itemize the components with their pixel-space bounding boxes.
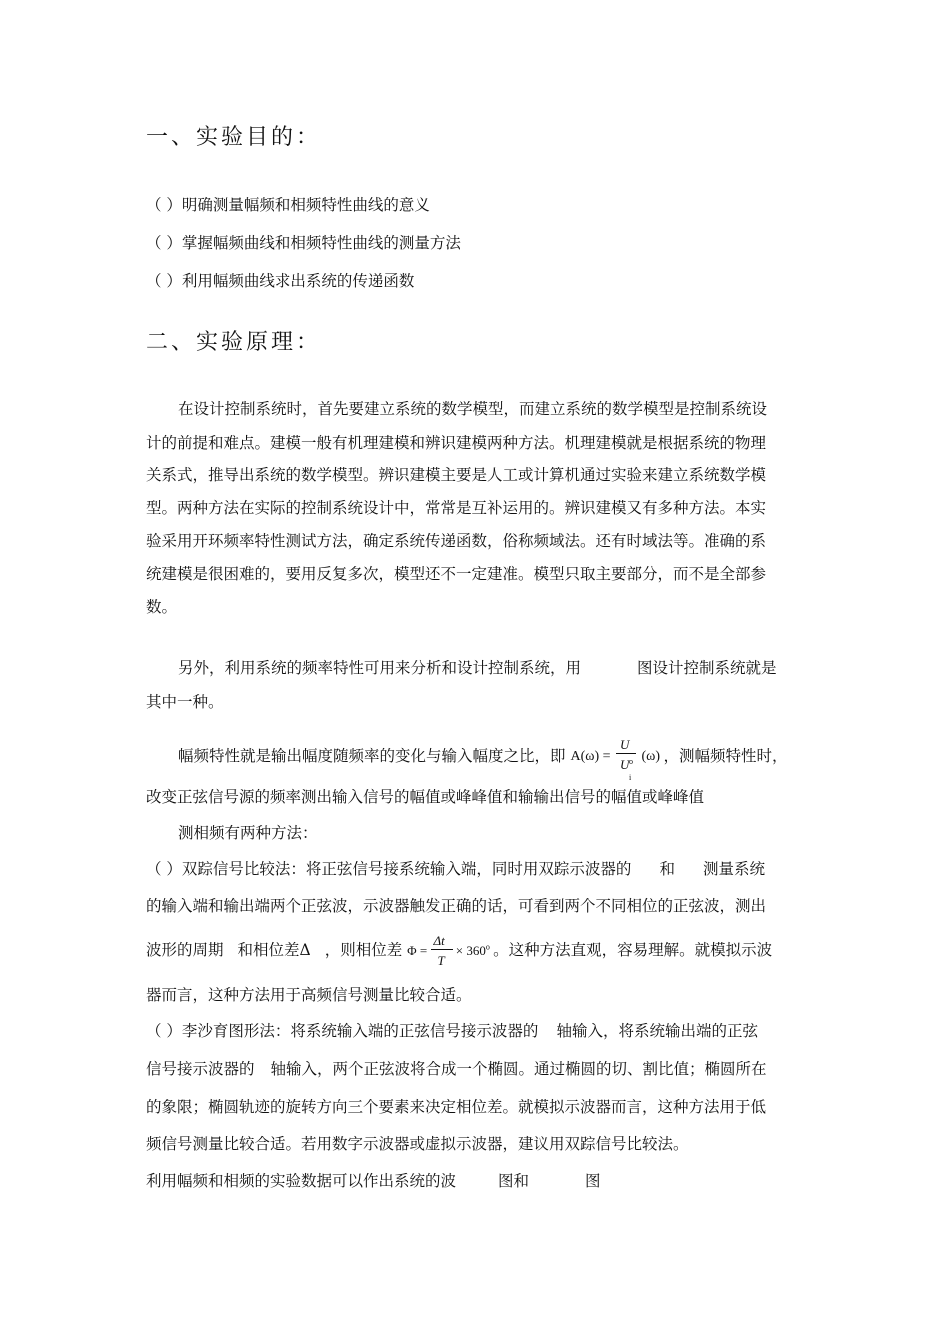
last-text-a: 利用幅频和相频的实验数据可以作出系统的波 bbox=[146, 1172, 457, 1190]
p3-text-a: 幅频特性就是输出幅度随频率的变化与输入幅度之比，即 bbox=[178, 747, 566, 766]
phase-den: T bbox=[437, 953, 445, 968]
formula-amplitude bbox=[570, 737, 663, 782]
formula-num: U bbox=[620, 737, 630, 752]
phase-fraction-bar bbox=[431, 949, 453, 950]
method1-line bbox=[146, 933, 772, 971]
m2-text-d: 轴输入，两个正弦波将合成一个椭圆。通过椭圆的切、割比值；椭圆所在 bbox=[270, 1060, 767, 1078]
p2-text-a: 另外，利用系统的频率特性可用来分析和设计控制系统，用 bbox=[178, 659, 582, 677]
method2-line bbox=[146, 1021, 758, 1041]
principle-p2-line bbox=[178, 658, 777, 678]
formula-fraction bbox=[616, 735, 636, 782]
fraction-bar bbox=[616, 753, 636, 754]
m2-text-c: 信号接示波器的 bbox=[146, 1060, 255, 1078]
method2-line bbox=[146, 1059, 767, 1079]
formula-sub: i bbox=[629, 773, 632, 782]
method1-line: 器而言，这种方法用于高频信号测量比较合适。 bbox=[146, 986, 472, 1004]
purpose-item-1: （ ）明确测量幅频和相频特性曲线的意义 bbox=[146, 196, 430, 214]
formula-lhs: A(ω) = bbox=[570, 749, 611, 765]
principle-p1-line: 型。两种方法在实际的控制系统设计中，常常是互补运用的。辨识建模又有多种方法。本实 bbox=[146, 499, 767, 517]
m1-text-c: 测量系统 bbox=[702, 860, 765, 878]
principle-p1-line: 在设计控制系统时，首先要建立系统的数学模型，而建立系统的数学模型是控制系统设 bbox=[178, 400, 768, 418]
purpose-item-3: （ ）利用幅频曲线求出系统的传递函数 bbox=[146, 272, 415, 290]
m1-text-e: 波形的周期 bbox=[146, 940, 224, 959]
principle-p1-line: 计的前提和难点。建模一般有机理建模和辨识建模两种方法。机理建模就是根据系统的物理 bbox=[146, 434, 767, 452]
last-text-b: 图和 bbox=[498, 1172, 530, 1190]
m1-text-b: 和 bbox=[659, 860, 675, 878]
phase-num: Δt bbox=[433, 933, 445, 948]
principle-p1-line: 验采用开环频率特性测试方法，确定系统传递函数，俗称频域法。还有时域法等。准确的系 bbox=[146, 532, 767, 550]
principle-p3-line: 改变正弦信号源的频率测出输入信号的幅值或峰峰值和输输出信号的幅值或峰峰值 bbox=[146, 788, 705, 806]
principle-p1-line: 数。 bbox=[146, 598, 178, 616]
m1-text-a: （ ）双踪信号比较法：将正弦信号接系统输入端，同时用双踪示波器的 bbox=[146, 860, 632, 878]
method2-line: 的象限；椭圆轨迹的旋转方向三个要素来决定相位差。就模拟示波器而言，这种方法用于低 bbox=[146, 1098, 767, 1116]
m2-text-b: 轴输入，将系统输出端的正弦 bbox=[556, 1022, 758, 1040]
principle-p3-line bbox=[178, 737, 788, 782]
m1-text-g: ，则相位差 bbox=[324, 940, 403, 959]
last-text-c: 图 bbox=[585, 1172, 601, 1190]
section-title-purpose: 一、实验目的： bbox=[146, 125, 322, 150]
phase-lhs: Φ = bbox=[407, 942, 428, 958]
principle-p4-line: 测相频有两种方法： bbox=[178, 824, 318, 842]
method2-line: 频信号测量比较合适。若用数字示波器或虚拟示波器，建议用双踪信号比较法。 bbox=[146, 1135, 689, 1153]
formula-rhs: (ω) bbox=[641, 749, 661, 765]
phase-degree: o bbox=[485, 942, 490, 952]
formula-den: U bbox=[620, 757, 630, 772]
method1-line: 的输入端和输出端两个正弦波，示波器触发正确的话，可看到两个不同相位的正弦波，测出 bbox=[146, 897, 767, 915]
phase-rhs: × 360 bbox=[455, 942, 486, 958]
phase-fraction bbox=[431, 931, 453, 969]
p2-text-b: 图设计控制系统就是 bbox=[637, 659, 777, 677]
m1-text-h: 。这种方法直观，容易理解。就模拟示波 bbox=[493, 940, 773, 959]
principle-p2-line: 其中一种。 bbox=[146, 693, 224, 711]
p3-text-b: ，测幅频特性时， bbox=[663, 747, 788, 766]
formula-sup: o bbox=[629, 757, 633, 766]
purpose-item-2: （ ）掌握幅频曲线和相频特性曲线的测量方法 bbox=[146, 234, 461, 252]
closing-line bbox=[146, 1171, 601, 1191]
principle-p1-line: 统建模是很困难的，要用反复多次，模型还不一定建准。模型只取主要部分，而不是全部参 bbox=[146, 565, 767, 583]
method1-line bbox=[146, 859, 765, 879]
m2-text-a: （ ）李沙育图形法：将系统输入端的正弦信号接示波器的 bbox=[146, 1022, 539, 1040]
principle-p1-line: 关系式，推导出系统的数学模型。辨识建模主要是人工或计算机通过实验来建立系统数学模 bbox=[146, 466, 767, 484]
m1-text-f: 和相位差Δ bbox=[237, 940, 311, 959]
section-title-principle: 二、实验原理： bbox=[146, 330, 322, 355]
